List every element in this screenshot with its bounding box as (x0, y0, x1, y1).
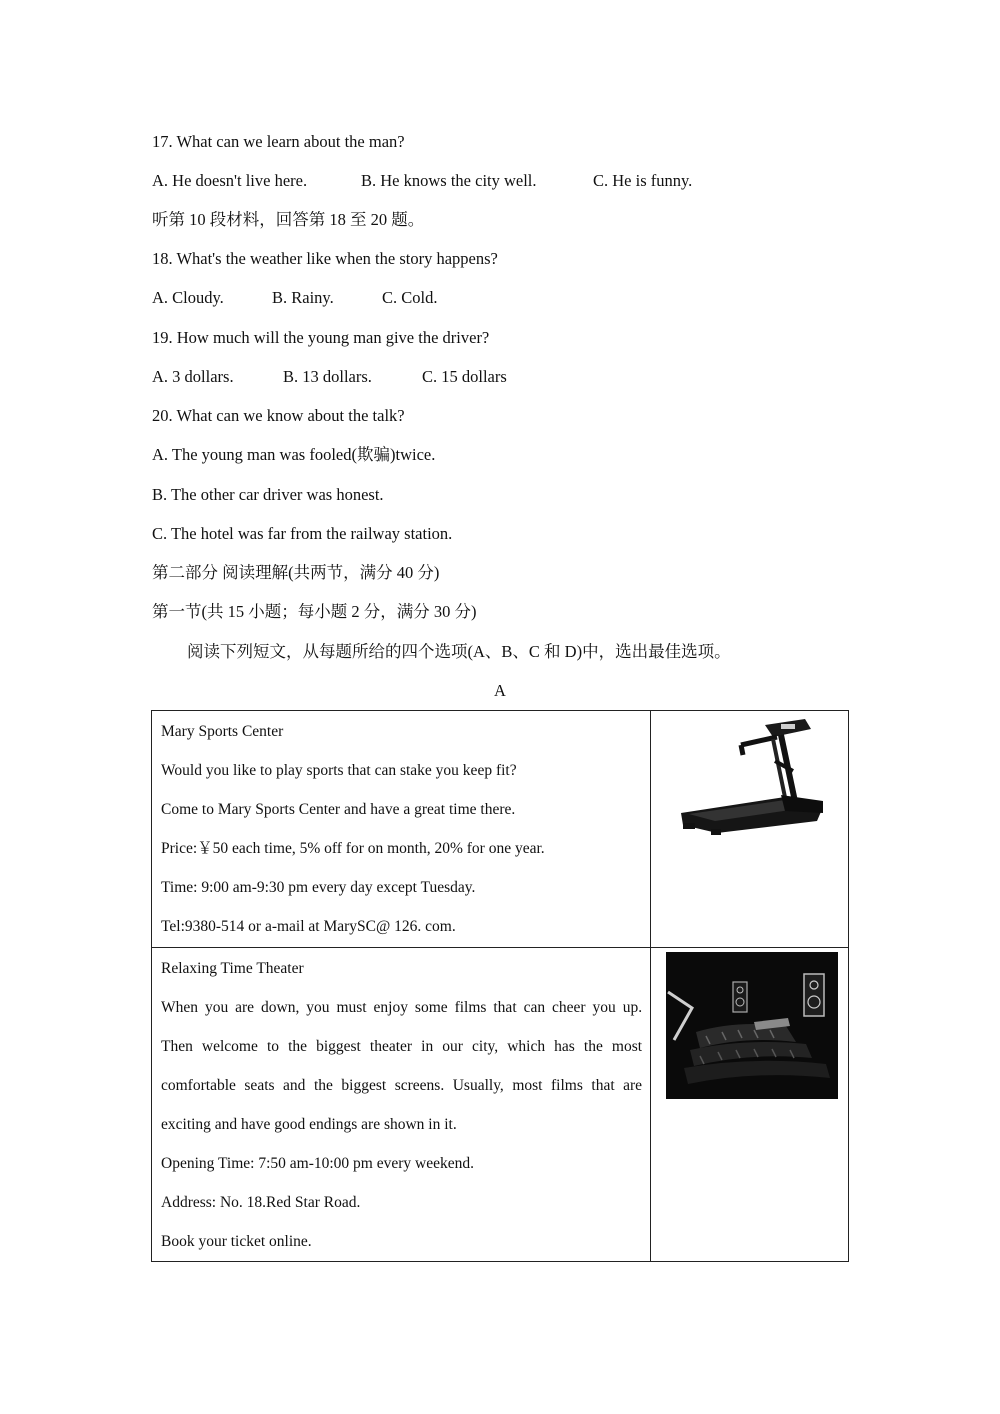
ad-line: Price:￥50 each time, 5% off for on month, 20% for one year. (161, 840, 545, 857)
ad-title: Relaxing Time Theater (161, 960, 304, 977)
option-b: B. He knows the city well. (361, 171, 537, 190)
option-c: C. He is funny. (593, 171, 693, 190)
ad-image-cell (651, 948, 849, 1262)
question-17-stem: 17. What can we learn about the man? (152, 132, 405, 151)
question-20-option-b: B. The other car driver was honest. (152, 485, 384, 504)
ad-line: exciting and have good endings are shown in it. (161, 1116, 457, 1133)
ad-line: Address: No. 18.Red Star Road. (161, 1194, 361, 1211)
ad-line: Opening Time: 7:50 am-10:00 pm every weekend. (161, 1155, 474, 1172)
option-a: A. He doesn't live here. (152, 171, 308, 190)
question-19-options (152, 366, 507, 388)
ad-row-theater (152, 948, 849, 1262)
ad-image-cell (651, 711, 849, 948)
listening-instruction: 听第 10 段材料，回答第 18 至 20 题。 (152, 210, 425, 229)
ad-row-sports-center (152, 711, 849, 948)
theater-icon (666, 952, 838, 1099)
section-one-heading: 第一节(共 15 小题；每小题 2 分，满分 30 分) (152, 602, 477, 621)
question-17-options (152, 170, 692, 192)
question-18-options (152, 287, 437, 309)
option-c: C. 15 dollars (422, 367, 507, 386)
option-c: C. Cold. (382, 288, 438, 307)
ad-line: comfortable seats and the biggest screens. Usually, most films that are (161, 1077, 643, 1094)
ad-line: Time: 9:00 am-9:30 pm every day except Tuesday. (161, 879, 476, 896)
ad-line: Would you like to play sports that can stake you keep fit? (161, 762, 517, 779)
ad-line: Tel:9380-514 or a-mail at MarySC@ 126. com. (161, 918, 456, 935)
ads-table (151, 710, 849, 1262)
theater-image (651, 948, 848, 1104)
ad-line: When you are down, you must enjoy some films that can cheer you up. (161, 999, 643, 1016)
passage-label: A (494, 681, 506, 700)
question-18-stem: 18. What's the weather like when the story happens? (152, 249, 498, 268)
ad-text-cell (152, 711, 651, 948)
ad-line: Book your ticket online. (161, 1233, 312, 1250)
ad-text-cell (152, 948, 651, 1262)
treadmill-image (651, 711, 848, 842)
question-20-option-a: A. The young man was fooled(欺骗)twice. (152, 445, 436, 464)
question-20-stem: 20. What can we know about the talk? (152, 406, 405, 425)
option-a: A. Cloudy. (152, 288, 224, 307)
treadmill-icon (677, 715, 827, 837)
option-b: B. Rainy. (272, 288, 334, 307)
option-b: B. 13 dollars. (283, 367, 372, 386)
ad-line: Then welcome to the biggest theater in our city, which has the most (161, 1038, 643, 1055)
question-19-stem: 19. How much will the young man give the driver? (152, 328, 490, 347)
ad-title: Mary Sports Center (161, 723, 284, 740)
question-20-option-c: C. The hotel was far from the railway station. (152, 524, 453, 543)
option-a: A. 3 dollars. (152, 367, 234, 386)
part-two-heading: 第二部分 阅读理解(共两节，满分 40 分) (152, 563, 440, 582)
reading-instruction: 阅读下列短文，从每题所给的四个选项(A、B、C 和 D)中，选出最佳选项。 (187, 642, 731, 661)
ad-line: Come to Mary Sports Center and have a great time there. (161, 801, 516, 818)
